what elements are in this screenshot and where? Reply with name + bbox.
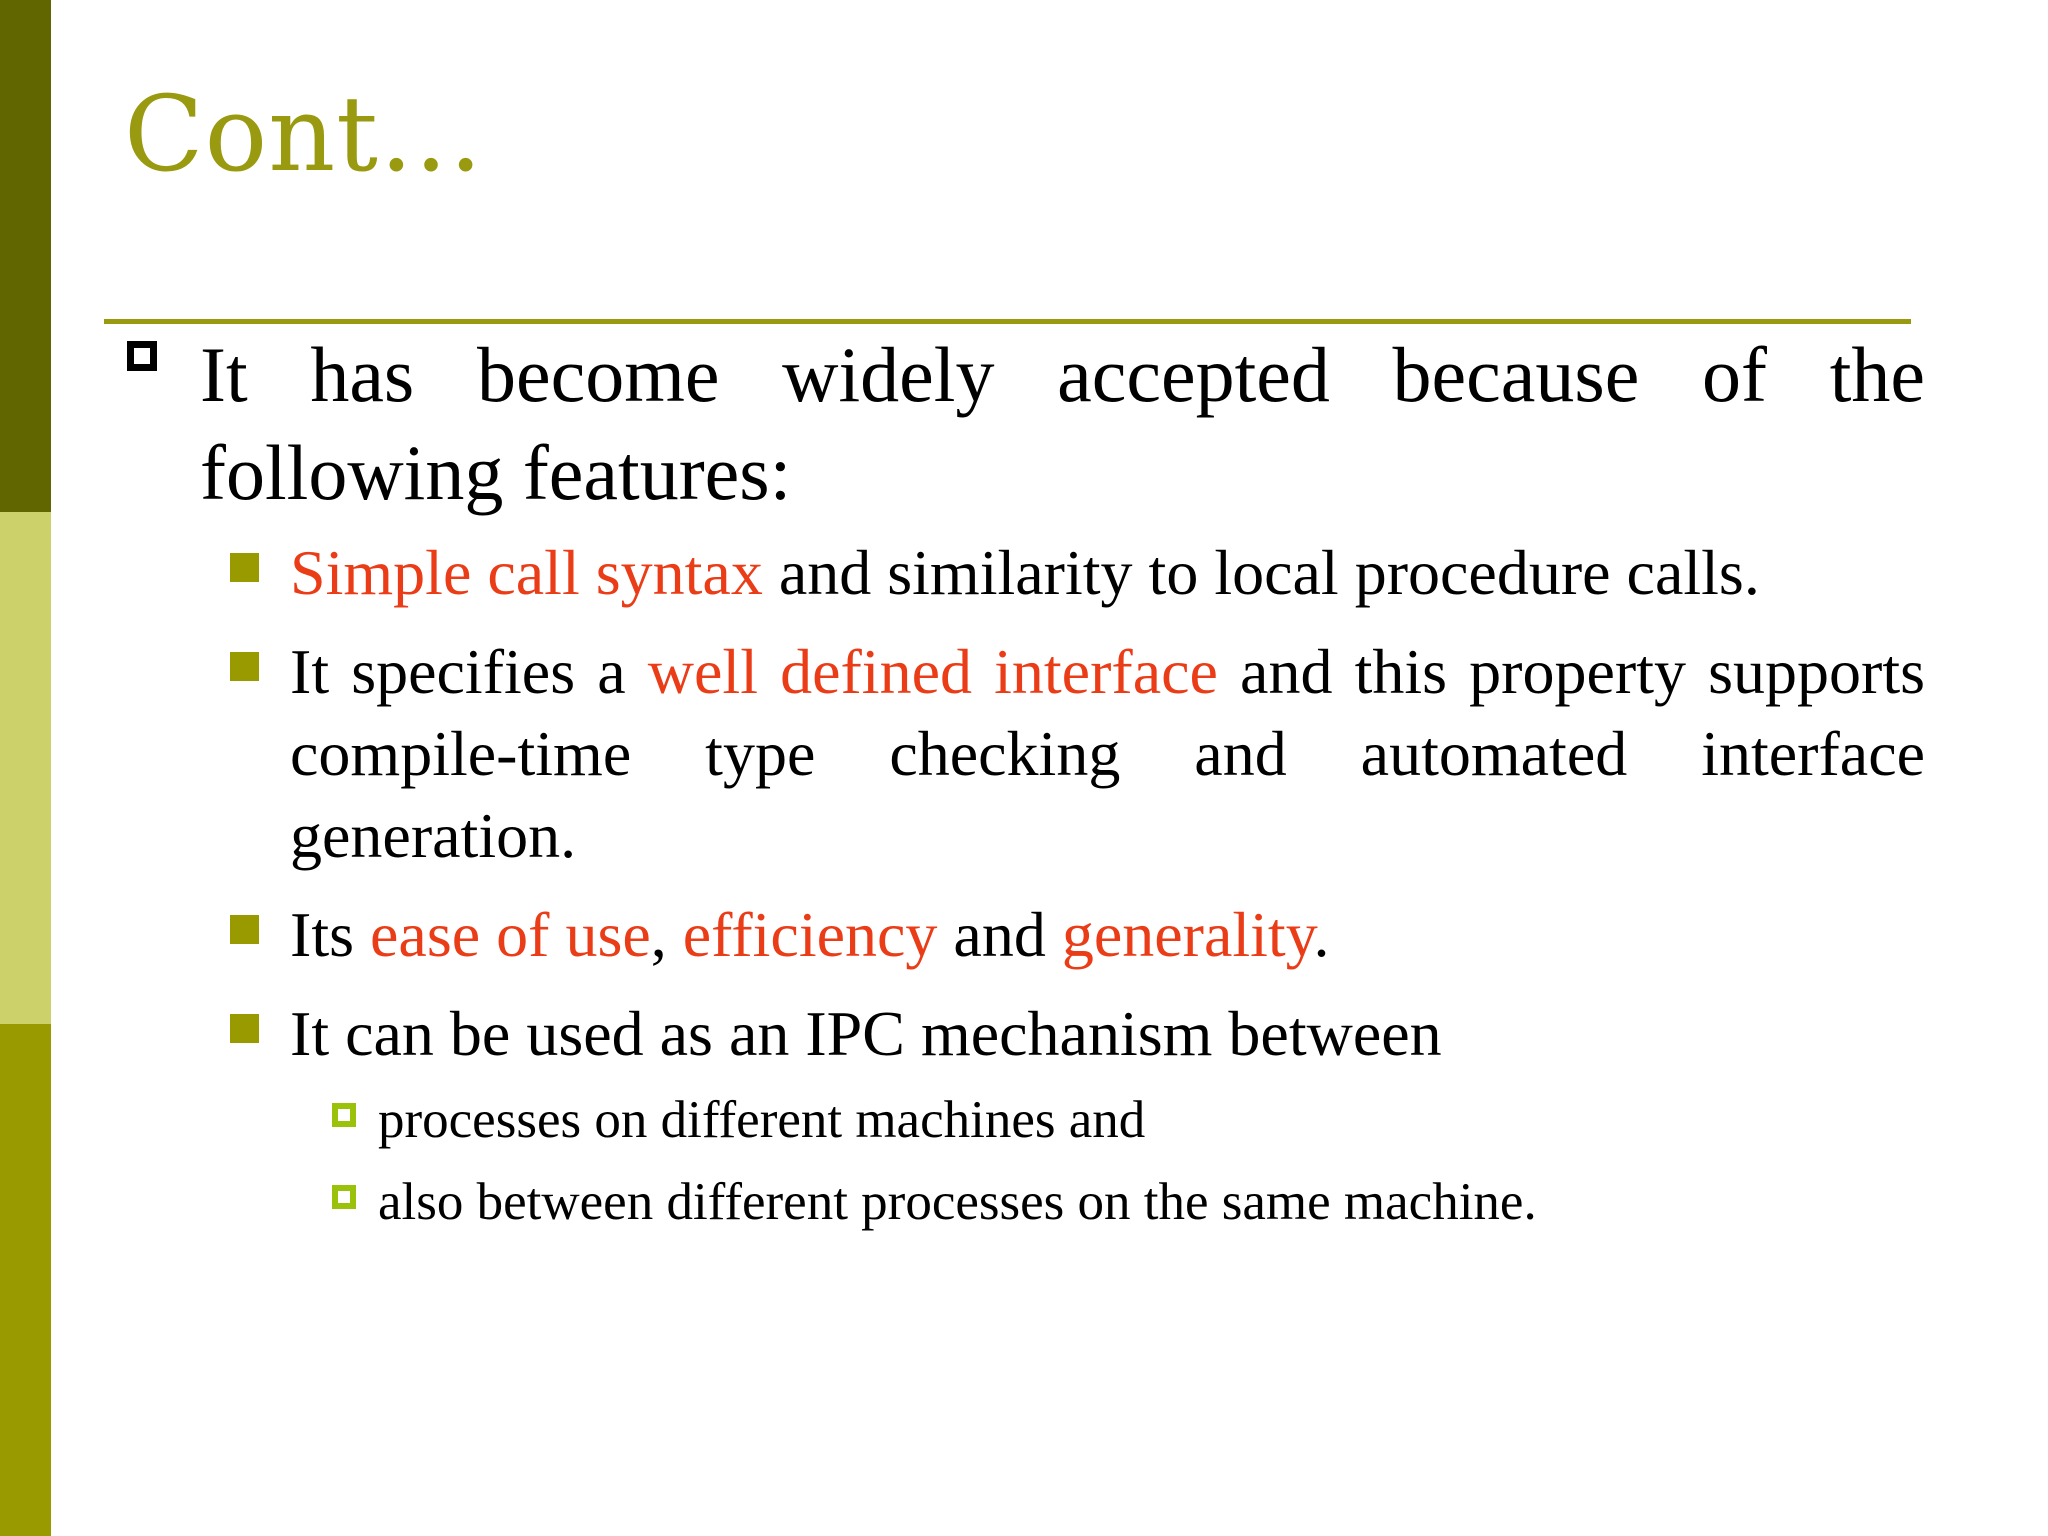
feature-text: It can be used as an IPC mechanism between (290, 998, 1442, 1069)
feature-text: and (937, 899, 1062, 970)
slide-title: Cont… (124, 73, 484, 195)
hollow-square-sub-bullet-icon (332, 1103, 356, 1127)
feature-text: and similarity to local procedure calls. (762, 537, 1760, 608)
highlight-text: Simple call syntax (290, 537, 763, 608)
filled-square-bullet-icon (230, 1014, 259, 1043)
side-band-mid (0, 1024, 51, 1536)
feature-ipc-mechanism (290, 993, 1925, 1075)
feature-simple-call-syntax (290, 532, 1925, 614)
filled-square-bullet-icon (230, 915, 259, 944)
side-band-light (0, 512, 51, 1024)
feature-ease-of-use (290, 894, 1925, 976)
hollow-square-bullet-icon (127, 341, 157, 371)
highlight-text: well defined interface (647, 636, 1218, 707)
hollow-square-sub-bullet-icon (332, 1185, 356, 1209)
title-divider (104, 319, 1911, 324)
feature-text: Its (290, 899, 370, 970)
feature-well-defined-interface (290, 631, 1925, 877)
feature-text: and this property supports compile-time type checking and automated interface generation. (290, 636, 1926, 871)
filled-square-bullet-icon (230, 553, 259, 582)
feature-text: . (1313, 899, 1330, 970)
sub-point-same-machine: also between different processes on the same machine. (378, 1173, 1537, 1231)
highlight-text: ease of use (370, 899, 651, 970)
side-band-dark (0, 0, 51, 512)
feature-text: It specifies a (290, 636, 648, 707)
highlight-text: generality (1061, 899, 1314, 970)
feature-text: , (650, 899, 683, 970)
sub-point-different-machines: processes on different machines and (378, 1091, 1146, 1149)
highlight-text: efficiency (682, 899, 938, 970)
main-point: It has become widely accepted because of the following features: (200, 331, 1925, 516)
filled-square-bullet-icon (230, 652, 259, 681)
